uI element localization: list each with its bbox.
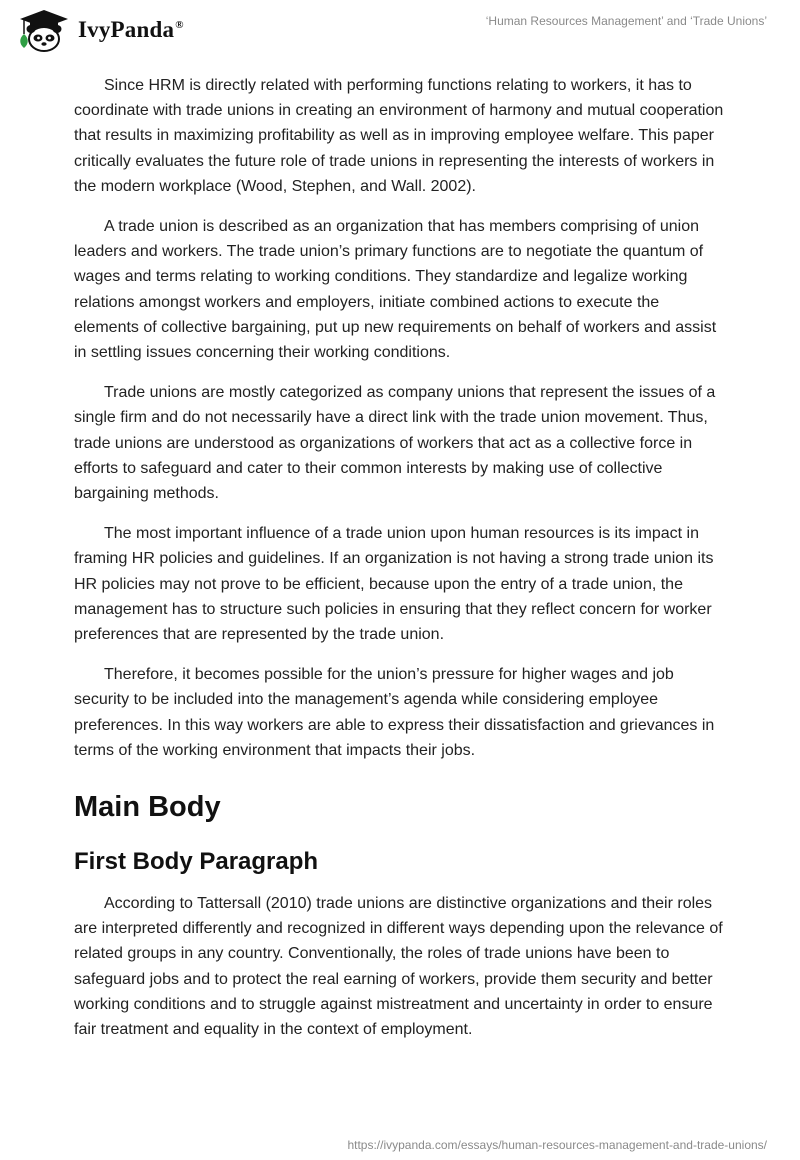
brand-name: IvyPanda <box>78 17 175 42</box>
intro-paragraph-3: Trade unions are mostly categorized as company unions that represent the issues of a single firm and do not necessarily have a direct link with the trade union movement. Thus, trade unions are understood as organizations of workers that act as a collective force in efforts to safeguard and cater to their common interests by making use of collective bargaining methods. <box>74 384 716 503</box>
page-header <box>0 0 800 60</box>
essay-content <box>74 73 728 1057</box>
registered-mark: ® <box>175 19 184 32</box>
logo-wordmark <box>78 17 184 43</box>
source-url[interactable]: https://ivypanda.com/essays/human-resources-management-and-trade-unions/ <box>347 1138 767 1152</box>
intro-paragraph-1: Since HRM is directly related with performing functions relating to workers, it has to coordinate with trade unions in creating an environment of harmony and mutual cooperation that results in maximizing profitability as well as in improving employee welfare. This paper critically evaluates the future role of trade unions in representing the interests of workers in the modern workplace (Wood, Stephen, and Wall. 2002). <box>74 77 724 195</box>
panda-graduate-icon <box>16 8 72 52</box>
intro-paragraph-2: A trade union is described as an organization that has members comprising of union leaders and workers. The trade union’s primary functions are to negotiate the quantum of wages and terms relating to working conditions. They standardize and legalize working relations amongst workers and employers, initiate combined actions to execute the elements of collective bargaining, put up new requirements on behalf of workers and assist in settling issues concerning their working conditions. <box>74 218 717 362</box>
section-heading-main-body: Main Body <box>74 791 221 824</box>
intro-paragraph-5: Therefore, it becomes possible for the union’s pressure for higher wages and job security to be included into the management’s agenda while considering employee preferences. In this way workers are able to express their dissatisfaction and grievances in terms of the working environment that impacts their jobs. <box>74 666 715 759</box>
document-title: ‘Human Resources Management’ and ‘Trade Unions’ <box>485 14 767 28</box>
body-paragraph-1: According to Tattersall (2010) trade unions are distinctive organizations and their roles are interpreted differently and recognized in different ways depending upon the relevance of related groups in any country. Conventionally, the roles of trade unions have been to safeguard jobs and to protect the real earning of workers, provide them security and better working conditions and to struggle against mistreatment and uncertainty in order to ensure fair treatment and equality in the context of employment. <box>74 895 723 1039</box>
subsection-heading-first-body-paragraph: First Body Paragraph <box>74 848 319 876</box>
ivypanda-logo[interactable] <box>16 8 184 52</box>
intro-paragraph-4: The most important influence of a trade union upon human resources is its impact in framing HR policies and guidelines. If an organization is not having a strong trade union its HR policies may not prove to be efficient, because upon the entry of a trade union, the management has to structure such policies in ensuring that they reflect concern for worker preferences that are represented by the trade union. <box>74 525 714 644</box>
